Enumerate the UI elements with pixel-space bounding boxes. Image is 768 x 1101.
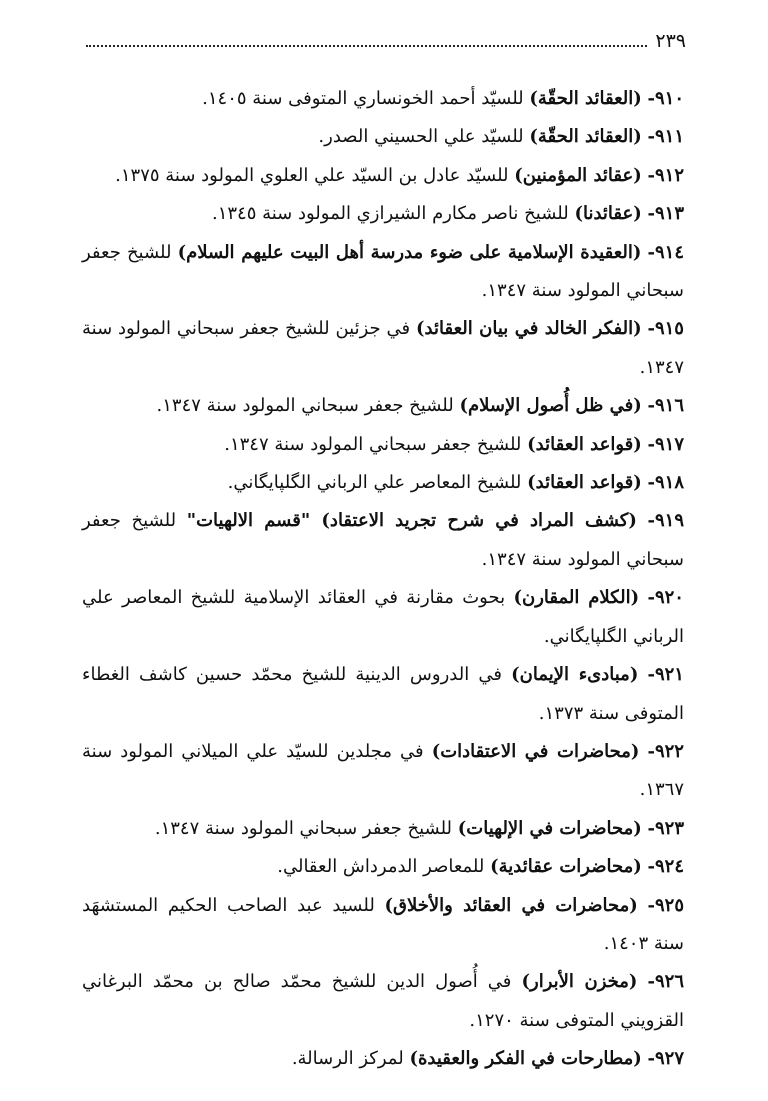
list-item [82, 118, 684, 156]
entry-number: ٩١١- [647, 126, 684, 148]
list-item [82, 80, 684, 118]
entry-title: (محاضرات في الاعتقادات) [431, 740, 640, 762]
list-item [82, 426, 684, 464]
entry-number: ٩٢١- [647, 664, 684, 686]
entry-details: للسيّد علي الحسيني الصدر. [318, 126, 524, 148]
list-item [82, 502, 684, 579]
list-item [82, 387, 684, 425]
entry-details: للسيد عبد الصاحب الحكيم المستشهَد سنة ١٤٠٣. [82, 894, 684, 954]
list-item [82, 810, 684, 848]
entry-number: ٩١٩- [647, 510, 684, 532]
entry-title: (قواعد العقائد) [527, 472, 642, 494]
entry-title: (مخزن الأبرار) [521, 971, 638, 993]
entry-title: (في ظل أُصول الإسلام) [459, 395, 642, 417]
entry-details: للشيخ جعفر سبحاني المولود سنة ١٣٤٧. [156, 395, 454, 417]
list-item [82, 848, 684, 886]
list-item [82, 887, 684, 964]
entry-title: (العقائد الحقّة) [529, 88, 642, 109]
list-item [82, 157, 684, 195]
entry-title: (محاضرات في العقائد والأخلاق) [384, 894, 638, 916]
entry-number: ٩١٦- [647, 395, 684, 417]
entry-details: لمركز الرسالة. [291, 1048, 404, 1070]
entry-details: للسيّد عادل بن السيّد علي العلوي المولود سنة ١٣٧٥. [115, 164, 509, 186]
entry-details: للشيخ جعفر سبحاني المولود سنة ١٣٤٧. [224, 433, 522, 455]
entry-title: (العقائد الحقّة) [529, 126, 642, 148]
entry-details: بحوث مقارنة في العقائد الإسلامية للشيخ المعاصر علي الرباني الگلپايگاني. [82, 587, 684, 647]
list-item [82, 1040, 684, 1078]
entry-number: ٩٢٦- [647, 971, 684, 993]
entry-number: ٩١٣- [647, 203, 684, 225]
entry-title: (قواعد العقائد) [527, 433, 642, 455]
entry-details: في الدروس الدينية للشيخ محمّد حسين كاشف الغطاء المتوفى سنة ١٣٧٣. [82, 664, 684, 724]
entry-details: للشيخ جعفر سبحاني المولود سنة ١٣٤٧. [154, 817, 453, 839]
entry-title: (مطارحات في الفكر والعقيدة) [409, 1048, 642, 1070]
header-dotted-leader [86, 45, 647, 47]
entry-details: في جزئين للشيخ جعفر سبحاني المولود سنة ١٣٤٧. [82, 318, 684, 378]
list-item [82, 234, 684, 311]
entry-details: في أُصول الدين للشيخ محمّد صالح بن محمّد البرغاني القزويني المتوفى سنة ١٢٧٠. [82, 971, 684, 1031]
entry-details: في مجلدين للسيّد علي الميلاني المولود سنة ١٣٦٧. [82, 740, 684, 801]
bibliography-list [82, 80, 684, 1079]
entry-title: (مبادىء الإيمان) [511, 664, 639, 686]
entry-number: ٩٢٤- [647, 856, 684, 878]
entry-number: ٩٢٣- [647, 817, 684, 839]
entry-number: ٩١٤- [647, 241, 685, 263]
entry-details: للشيخ جعفر سبحاني المولود سنة ١٣٤٧. [82, 510, 684, 570]
entry-number: ٩٢٥- [647, 894, 684, 916]
entry-number: ٩١٧- [647, 433, 684, 455]
running-header [86, 26, 686, 56]
entry-details: للشيخ ناصر مكارم الشيرازي المولود سنة ١٣٤٥. [211, 203, 569, 225]
entry-number: ٩٢٠- [647, 587, 684, 609]
page-number: ٢٣٩ [655, 30, 686, 52]
entry-number: ٩٢٢- [647, 740, 684, 762]
entry-title: (العقيدة الإسلامية على ضوء مدرسة أهل البيت عليهم السلام) [177, 241, 642, 263]
entry-title: (محاضرات عقائدية) [490, 856, 642, 878]
entry-number: ٩١٨- [647, 472, 684, 494]
entry-title: (عقائدنا) [574, 203, 642, 225]
list-item [82, 733, 684, 810]
entry-details: للمعاصر الدمرداش العقالي. [277, 856, 485, 878]
entry-details: للشيخ المعاصر علي الرباني الگلپايگاني. [227, 472, 522, 494]
list-item [82, 464, 684, 502]
entry-title: (الكلام المقارن) [513, 587, 640, 609]
entry-title: (الفكر الخالد في بيان العقائد) [416, 318, 642, 340]
list-item [82, 579, 684, 656]
list-item [82, 310, 684, 387]
entry-details: للشيخ جعفر سبحاني المولود سنة ١٣٤٧. [82, 241, 684, 302]
list-item [82, 963, 684, 1040]
entry-number: ٩١٥- [647, 318, 684, 340]
list-item [82, 656, 684, 733]
entry-title: (كشف المراد في شرح تجريد الاعتقاد) "قسم الالهيات" [186, 510, 637, 532]
entry-details: للسيّد أحمد الخونساري المتوفى سنة ١٤٠٥. [202, 88, 524, 109]
entry-number: ٩١٢- [647, 164, 684, 186]
entry-number: ٩١٠- [647, 88, 684, 109]
entry-title: (محاضرات في الإلهيات) [457, 817, 642, 839]
entry-title: (عقائد المؤمنين) [514, 164, 642, 186]
entry-number: ٩٢٧- [647, 1048, 684, 1070]
list-item [82, 195, 684, 233]
